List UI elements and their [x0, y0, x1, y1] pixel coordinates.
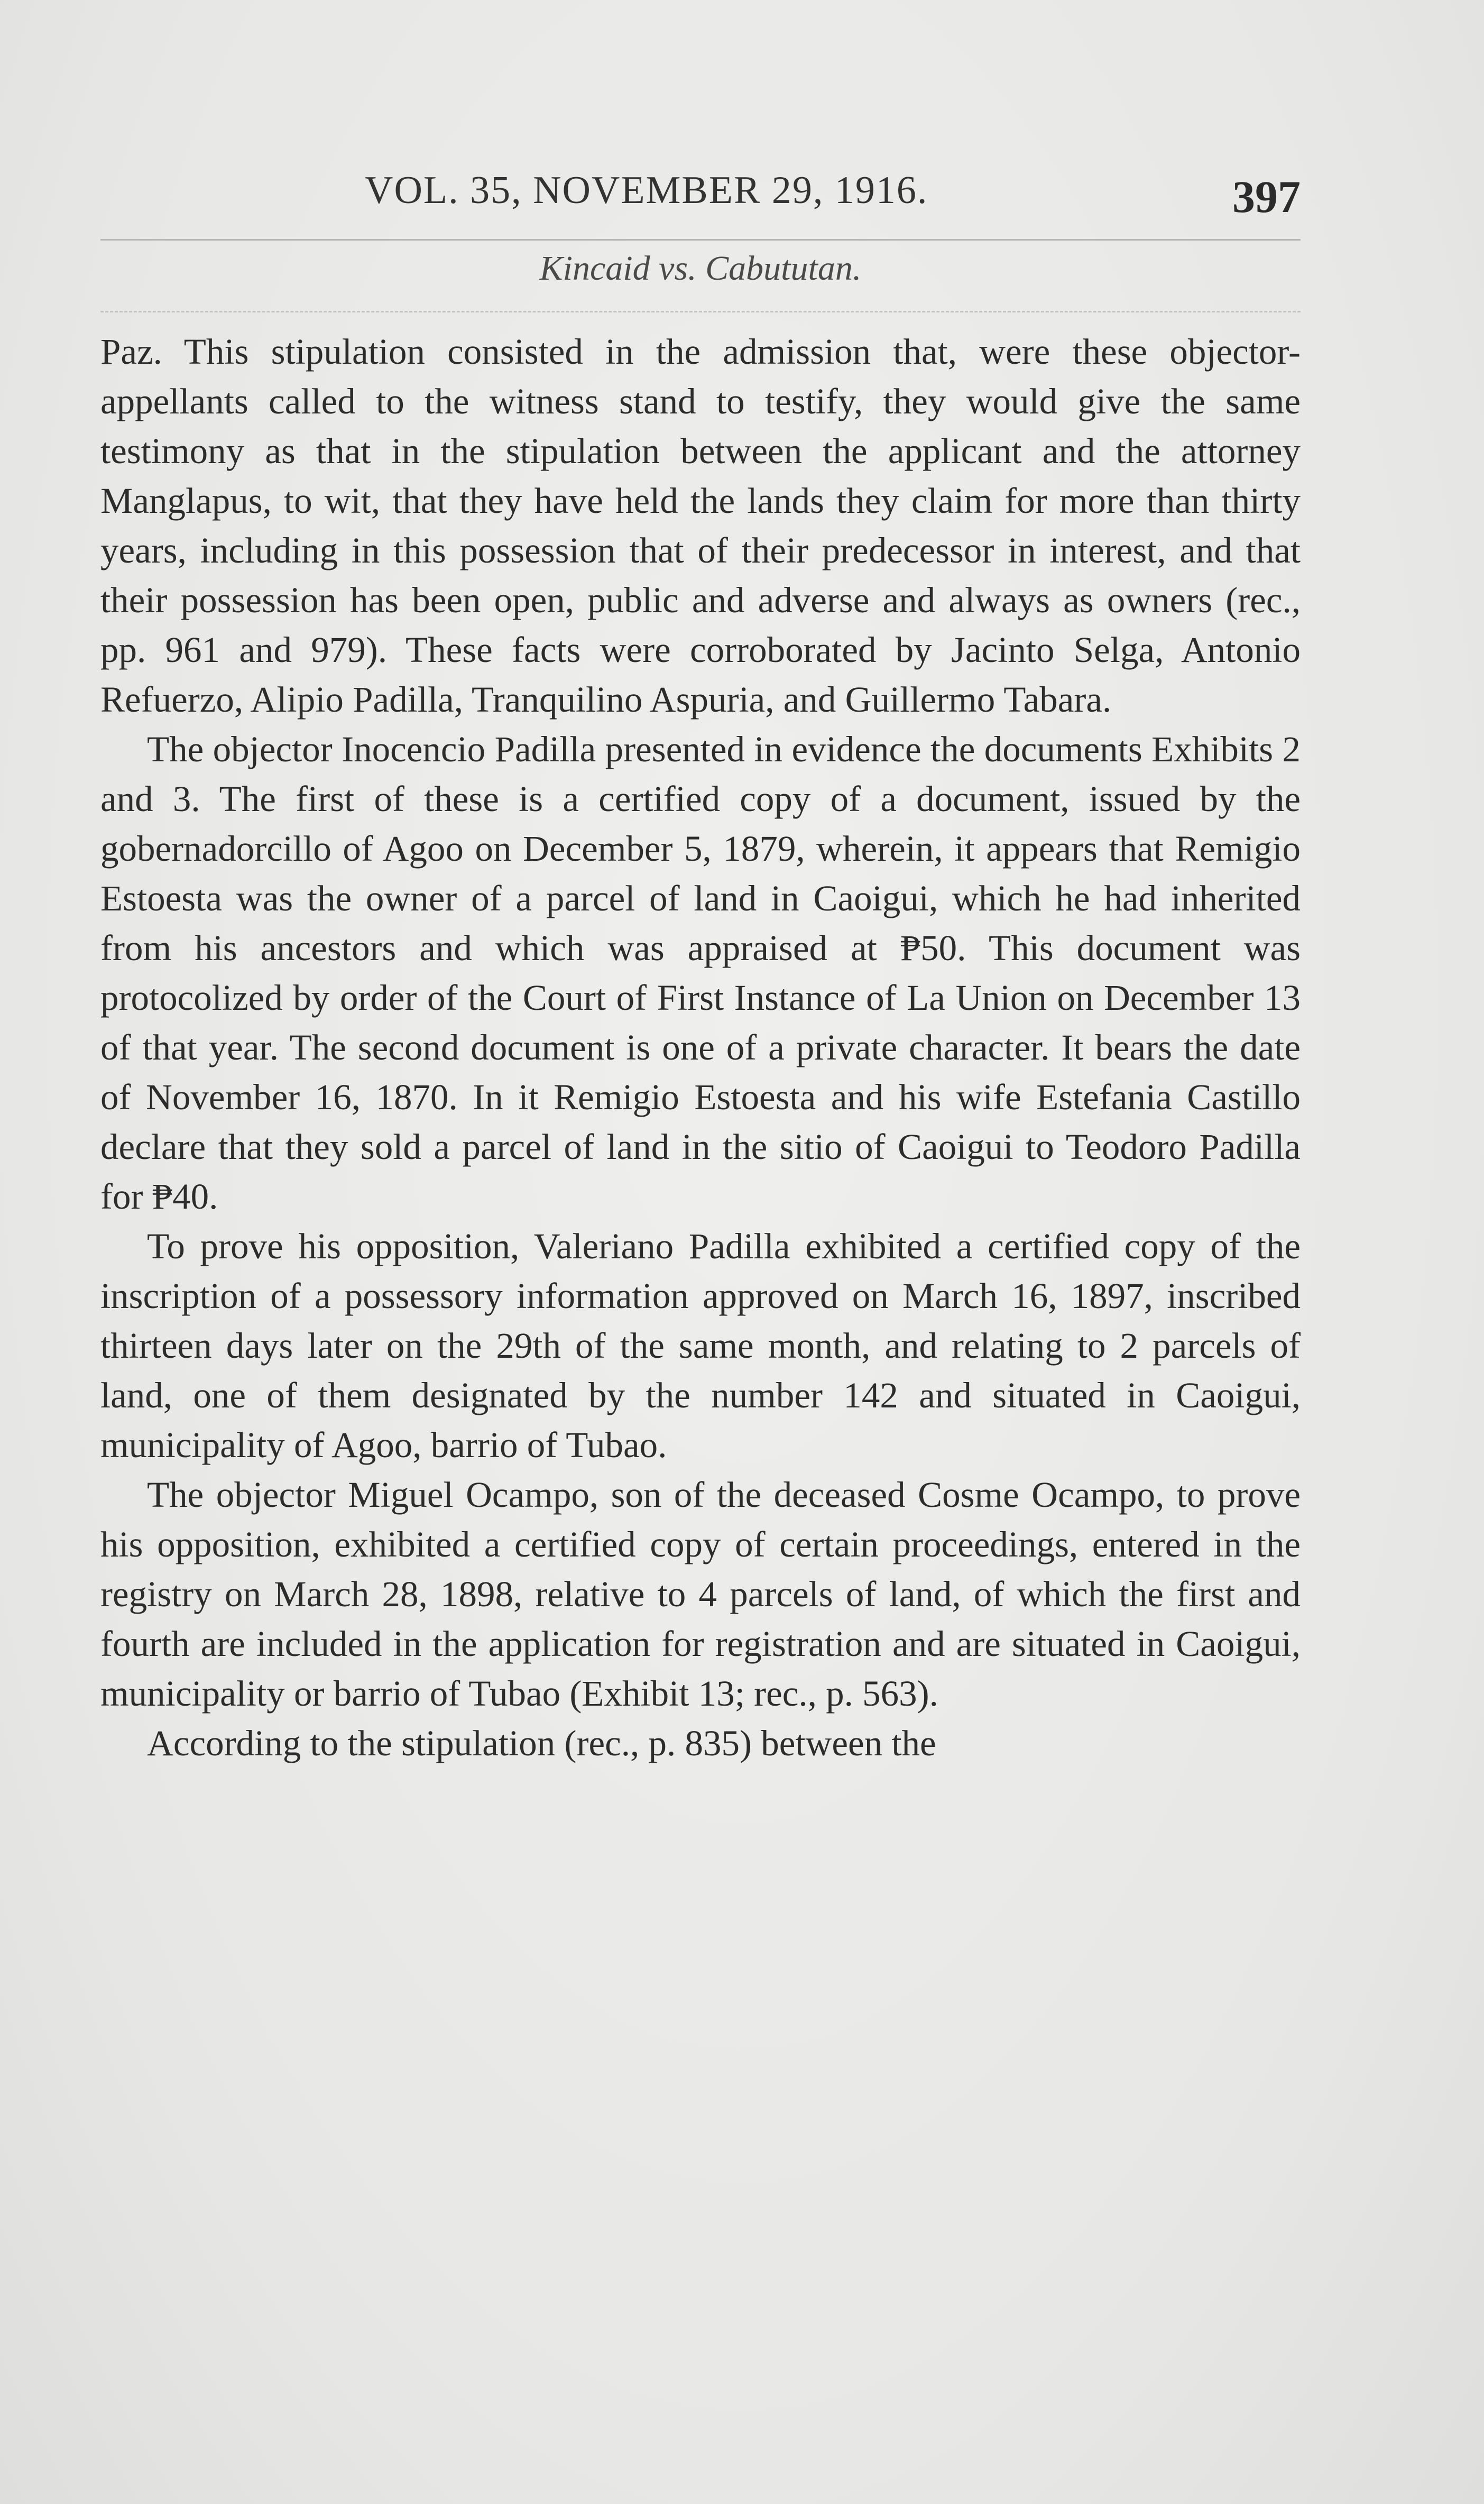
running-head — [100, 168, 1301, 226]
volume-date-heading: VOL. 35, NOVEMBER 29, 1916. — [365, 169, 928, 212]
paragraph-1: Paz. This stipulation consisted in the admission that, were these objector-appellants called to the witness stand to testify, they would give the same testimony as that in the stipulation between the applicant and the attorney Manglapus, to wit, that they have held the lands they claim for more than thirty years, including in this possession that of their predecessor in interest, and that their possession has been open, public and adverse and always as owners (rec., pp. 961 and 979). These facts were corroborated by Jacinto Selga, Antonio Refuerzo, Alipio Padilla, Tranquilino Aspuria, and Guillermo Tabara. — [100, 332, 1301, 720]
paragraph-4: The objector Miguel Ocampo, son of the deceased Cosme Ocampo, to prove his opposition, exhibited a certified copy of certain proceedings, entered in the registry on March 28, 1898, relative to 4 parcels of land, of which the first and fourth are included in the application for registration and are situated in Caoigui, municipality or barrio of Tubao (Exhibit 13; rec., p. 563). — [100, 1475, 1301, 1714]
page-number: 397 — [1232, 171, 1301, 222]
paragraph-2: The objector Inocencio Padilla presented in evidence the documents Exhibits 2 and 3. The first of these is a certified copy of a document, issued by the gobernadorcillo of Agoo on December 5, 1879, wherein, it appears that Remigio Estoesta was the owner of a parcel of land in Caoigui, which he had inherited from his ancestors and which was appraised at ₱50. This document was protocolized by order of the Court of First Instance of La Union on December 13 of that year. The second document is one of a private character. It bears the date of November 16, 1870. In it Remigio Estoesta and his wife Estefania Castillo declare that they sold a parcel of land in the sitio of Caoigui to Teodoro Padilla for ₱40. — [100, 729, 1301, 1217]
body-text — [100, 327, 1301, 1768]
paragraph-5: According to the stipulation (rec., p. 835) between the — [147, 1723, 936, 1763]
header-rule — [100, 239, 1301, 241]
paragraph-3: To prove his opposition, Valeriano Padilla exhibited a certified copy of the inscription of a possessory information approved on March 16, 1897, inscribed thirteen days later on the 29th of the same month, and relating to 2 parcels of land, one of them designated by the number 142 and situated in Caoigui, municipality of Agoo, barrio of Tubao. — [100, 1226, 1301, 1465]
title-rule — [100, 311, 1301, 312]
case-title: Kincaid vs. Cabututan. — [539, 249, 862, 288]
